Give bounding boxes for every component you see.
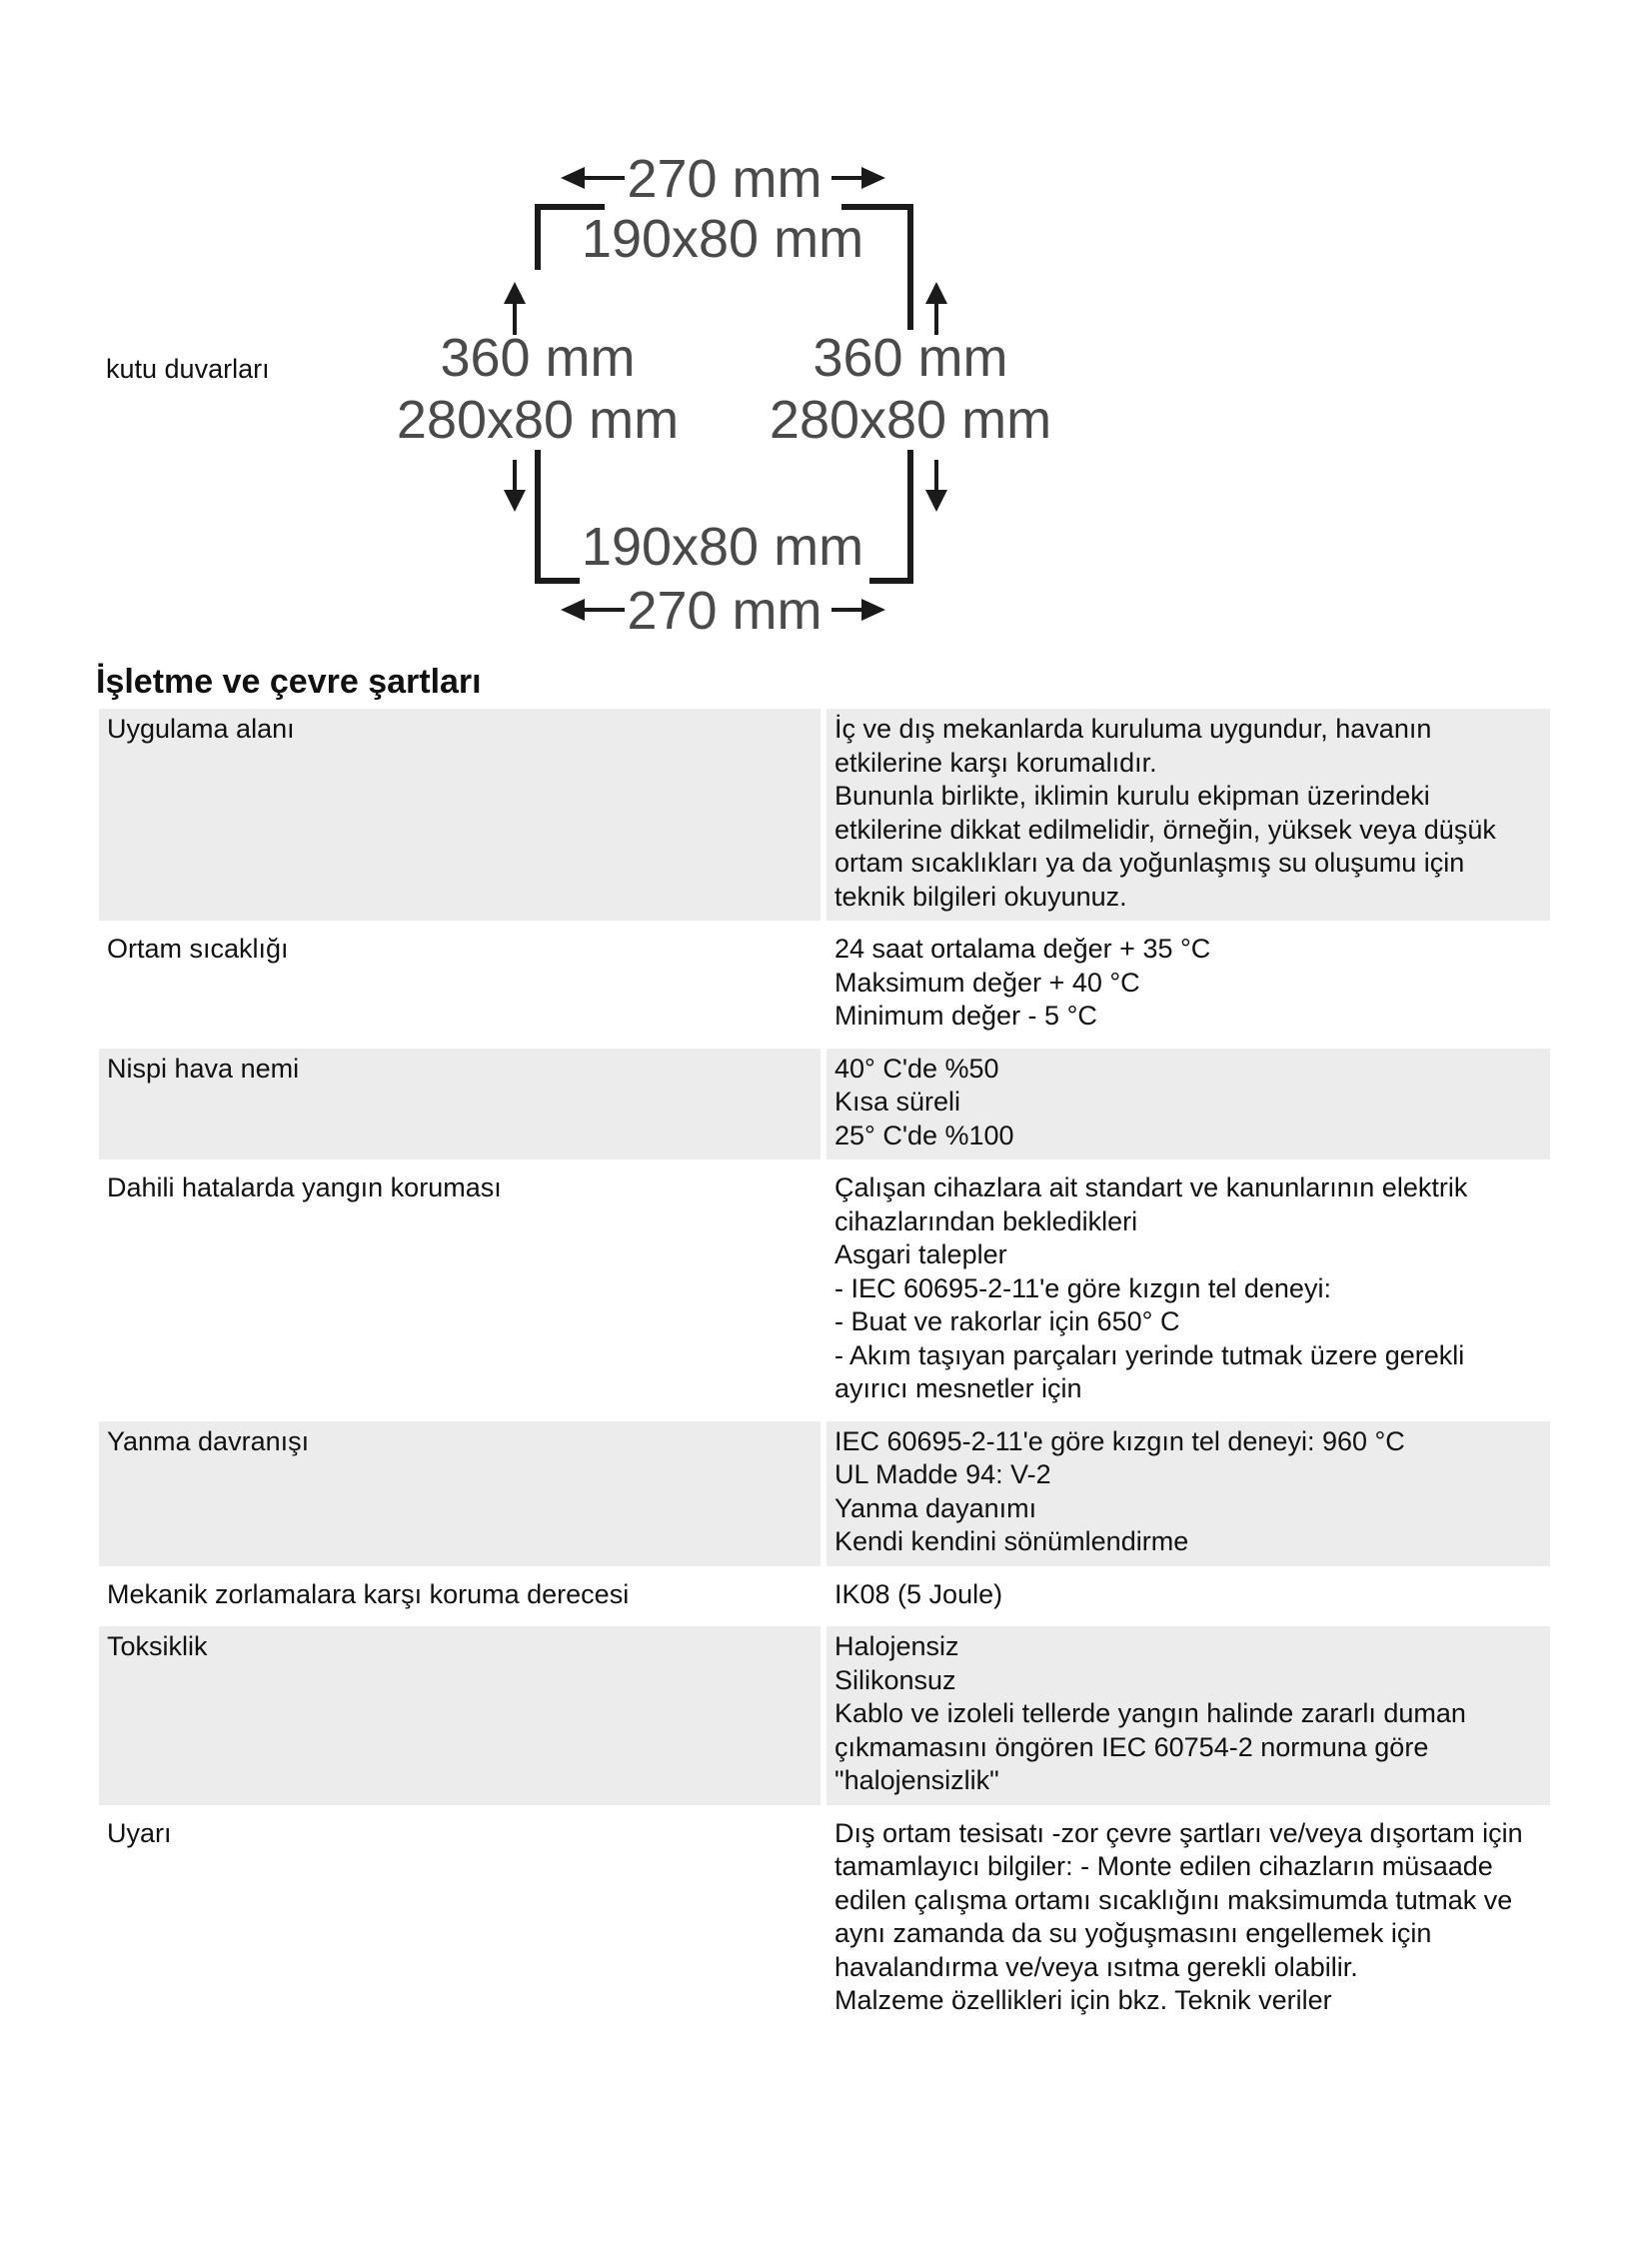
row-label: Nispi hava nemi xyxy=(99,1049,821,1160)
table-row xyxy=(99,1421,1550,1566)
right-size-text: 280x80 mm xyxy=(769,390,1052,450)
table-row xyxy=(99,1049,1550,1160)
box-outline-bottom-left xyxy=(538,450,580,581)
arrow-left-icon xyxy=(561,167,625,189)
row-value: Dış ortam tesisatı -zor çevre şartları ve/veya dışortam için tamamlayıcı bilgiler: - Monte edilen cihazların müsaade edilen çalışma ortamı sıcaklığını maksimumda tutmak ve aynı zamanda da su yoğuşmasını engellemek için havalandırma ve/veya ısıtma gerekli olabilir. Malzeme özellikleri için bkz. Teknik veriler xyxy=(834,1817,1523,2015)
row-label: Uyarı xyxy=(107,1817,172,1848)
bottom-length-text: 270 mm xyxy=(627,581,823,641)
row-value: 40° C'de %50 Kısa süreli 25° C'de %100 xyxy=(826,1049,1550,1160)
arrow-right-icon xyxy=(831,167,885,189)
row-value: IK08 (5 Joule) xyxy=(834,1578,1003,1609)
top-length-text: 270 mm xyxy=(627,149,823,209)
box-outline-bottom-right xyxy=(869,450,910,581)
row-label: Yanma davranışı xyxy=(99,1421,821,1566)
table-row xyxy=(99,1626,1550,1805)
section-title: İşletme ve çevre şartları xyxy=(96,663,482,701)
row-value: İç ve dış mekanlarda kuruluma uygundur, havanın etkilerine karşı korumalıdır. Bununla birlikte, iklimin kurulu ekipman üzerindeki etkilerine dikkat edilmelidir, örneğin, yüksek veya düşük ortam sıcaklıkları ya da yoğunlaşmış su oluşumu için teknik bilgileri okuyunuz. xyxy=(826,709,1550,921)
bottom-size-text: 190x80 mm xyxy=(581,517,864,577)
table-row xyxy=(99,1167,1550,1413)
arrow-down-icon xyxy=(504,460,526,512)
left-size-text: 280x80 mm xyxy=(396,390,680,450)
table-row xyxy=(99,1574,1550,1619)
row-label: Toksiklik xyxy=(99,1626,821,1805)
right-length-text: 360 mm xyxy=(813,328,1008,388)
row-label: Uygulama alanı xyxy=(99,709,821,921)
specs-table xyxy=(99,709,1550,2033)
row-label: Ortam sıcaklığı xyxy=(107,934,289,964)
arrow-right-icon xyxy=(831,599,885,621)
table-row xyxy=(99,929,1550,1041)
row-value: Halojensiz Silikonsuz Kablo ve izoleli tellerde yangın halinde zararlı duman çıkmamasını öngören IEC 60754-2 normuna göre "halojensizlik" xyxy=(826,1626,1550,1805)
box-walls-label: kutu duvarları xyxy=(106,354,270,384)
box-dimensions-diagram xyxy=(0,0,1652,660)
row-label: Mekanik zorlamalara karşı koruma derecesi xyxy=(107,1578,630,1609)
table-row xyxy=(99,709,1550,921)
top-size-text: 190x80 mm xyxy=(581,209,864,269)
row-label: Dahili hatalarda yangın koruması xyxy=(107,1172,502,1202)
left-length-text: 360 mm xyxy=(440,328,636,388)
row-value: IEC 60695-2-11'e göre kızgın tel deneyi: 960 °C UL Madde 94: V-2 Yanma dayanımı Kendi kendini sönümlendirme xyxy=(826,1421,1550,1566)
row-value: 24 saat ortalama değer + 35 °C Maksimum değer + 40 °C Minimum değer - 5 °C xyxy=(834,934,1211,1031)
table-row xyxy=(99,1813,1550,2025)
row-value: Çalışan cihazlara ait standart ve kanunlarının elektrik cihazlarından bekledikleri Asgari talepler - IEC 60695-2-11'e göre kızgın tel deneyi: - Buat ve rakorlar için 650° C - Akım taşıyan parçaları yerinde tutmak üzere gerekli ayırıcı mesnetler için xyxy=(834,1172,1468,1403)
arrow-left-icon xyxy=(561,599,625,621)
arrow-down-icon xyxy=(925,460,947,512)
